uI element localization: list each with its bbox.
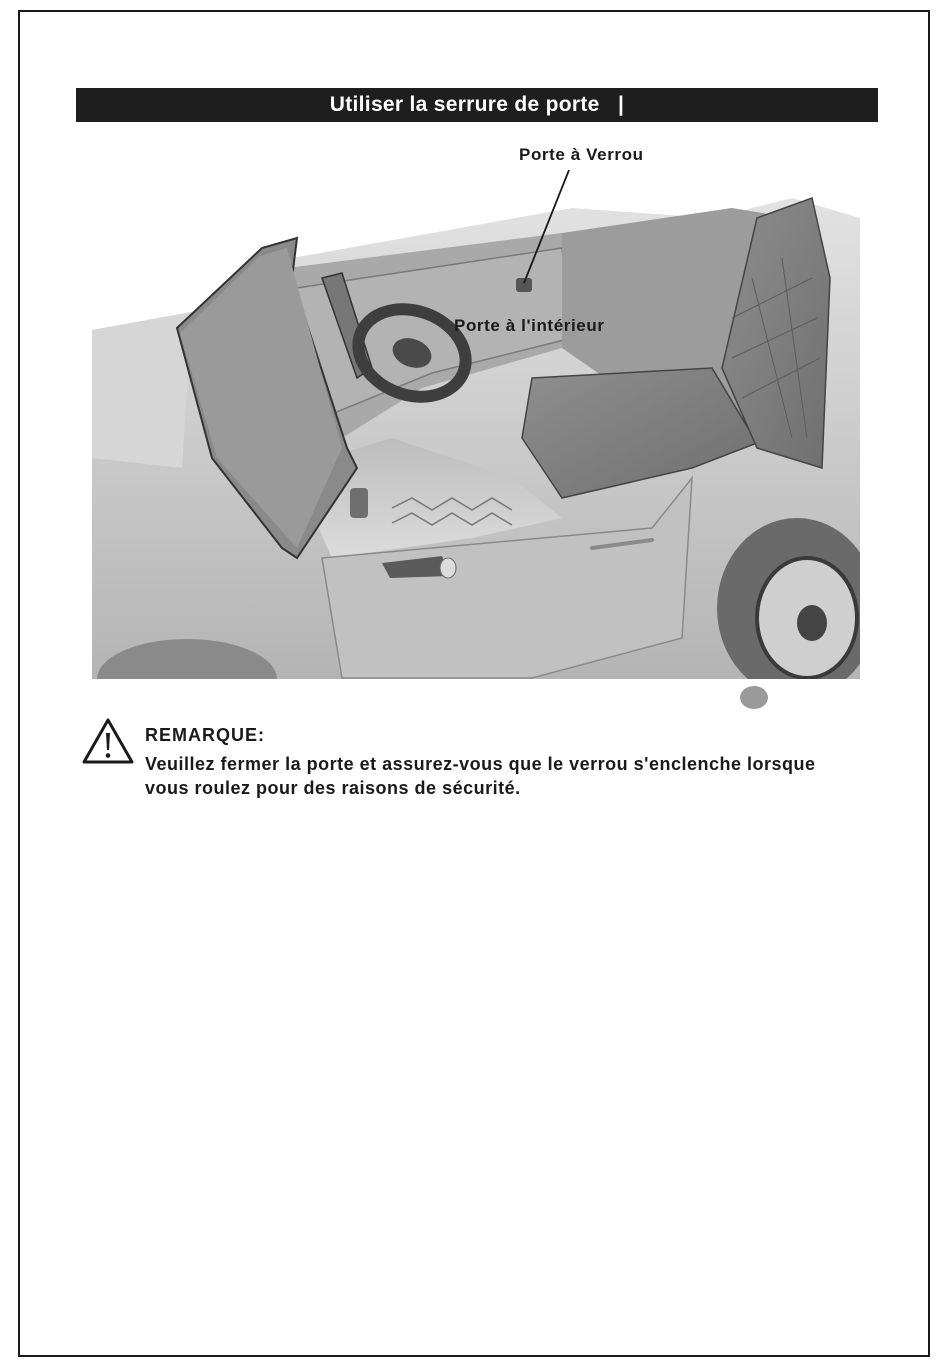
lock-door-label: Porte à Verrou (519, 145, 644, 164)
section-title: Utiliser la serrure de porte | (76, 88, 878, 122)
note-title: REMARQUE: (145, 725, 265, 745)
inner-door-label: Porte à l'intérieur (454, 316, 605, 335)
warning-triangle-icon (82, 717, 134, 765)
ride-on-car-illustration (92, 138, 860, 679)
page-marker-dot (740, 686, 768, 709)
note-body: Veuillez fermer la porte et assurez-vous que le verrou s'enclenche lorsque vous roulez pour des raisons de sécurité. (145, 754, 816, 798)
